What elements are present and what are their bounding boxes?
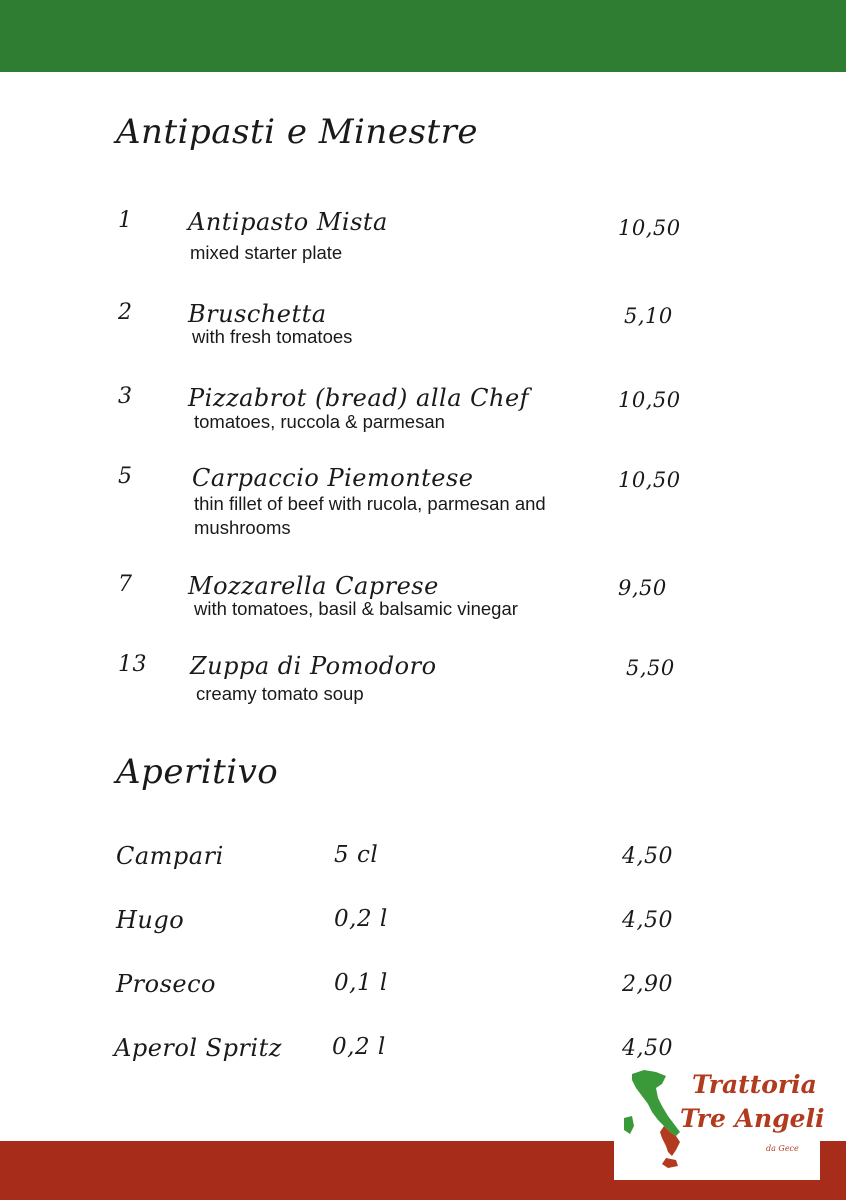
item-number: 2 (118, 300, 133, 325)
drink-name: Hugo (116, 906, 185, 934)
drink-row (0, 906, 846, 946)
item-price: 10,50 (618, 388, 681, 412)
item-name: Bruschetta (188, 300, 327, 328)
section-title-aperitivo: Aperitivo (116, 752, 279, 792)
item-price: 10,50 (618, 468, 681, 492)
item-price: 10,50 (618, 216, 681, 240)
item-description: mixed starter plate (190, 242, 343, 263)
restaurant-logo (614, 1062, 825, 1180)
item-name: Pizzabrot (bread) alla Chef (188, 384, 530, 412)
drink-volume: 0,2 l (334, 906, 388, 932)
drink-price: 4,50 (622, 908, 673, 933)
drink-name: Campari (116, 842, 224, 870)
drink-price: 2,90 (622, 972, 673, 997)
drink-price: 4,50 (622, 844, 673, 869)
logo-line-3: da Gece (766, 1144, 799, 1153)
item-name: Antipasto Mista (188, 208, 388, 236)
drink-row (0, 842, 846, 882)
section-title-antipasti: Antipasti e Minestre (116, 112, 478, 152)
italy-map-icon (622, 1066, 686, 1172)
item-name: Zuppa di Pomodoro (190, 652, 437, 680)
item-number: 1 (118, 208, 133, 233)
drink-volume: 0,2 l (332, 1034, 386, 1060)
drink-price: 4,50 (622, 1036, 673, 1061)
logo-line-1: Trattoria (692, 1070, 817, 1099)
drink-name: Aperol Spritz (114, 1034, 282, 1062)
drink-row (0, 970, 846, 1010)
top-green-band (0, 0, 846, 72)
item-description: thin fillet of beef with rucola, parmesan and mushrooms (194, 493, 546, 538)
item-number: 7 (118, 572, 133, 597)
item-description: with fresh tomatoes (192, 326, 353, 347)
item-number: 5 (118, 464, 133, 489)
drink-volume: 5 cl (334, 842, 379, 868)
item-price: 5,50 (626, 656, 675, 680)
item-price: 9,50 (618, 576, 667, 600)
logo-line-2: Tre Angeli (680, 1104, 825, 1133)
item-number: 3 (118, 384, 133, 409)
item-name: Mozzarella Caprese (188, 572, 439, 600)
drink-name: Proseco (116, 970, 216, 998)
item-name: Carpaccio Piemontese (192, 464, 474, 492)
item-number: 13 (118, 652, 147, 677)
item-description: tomatoes, ruccola & parmesan (194, 411, 445, 432)
item-description: creamy tomato soup (196, 683, 364, 704)
drink-volume: 0,1 l (334, 970, 388, 996)
item-description: with tomatoes, basil & balsamic vinegar (194, 598, 518, 619)
item-price: 5,10 (624, 304, 673, 328)
